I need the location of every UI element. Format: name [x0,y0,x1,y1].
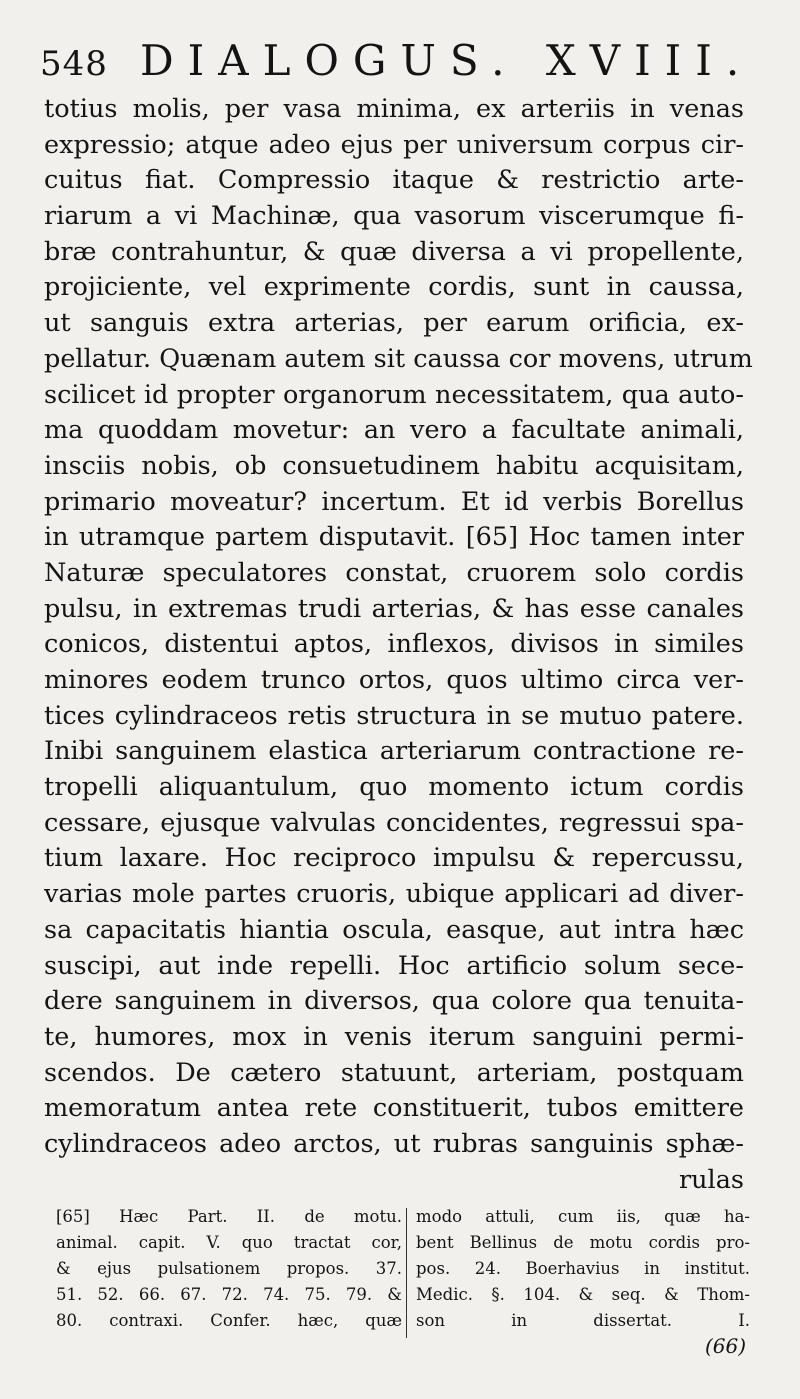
text-line: bræ contrahuntur, & quæ diversa a vi propellente, [44,236,744,267]
running-head: DIALOGUS. XVIII. [140,36,754,85]
text-line: tropelli aliquantulum, quo momento ictum cordis [44,772,744,803]
text-line: pellatur. Quænam autem sit caussa cor movens, utrum [44,343,753,374]
footnote-left-column [56,1204,402,1334]
footnote-line: & ejus pulsationem propos. 37. [56,1259,402,1278]
signature-mark: (66) [704,1334,746,1358]
page-number: 548 [40,44,108,84]
footnote-line: [65] Hæc Part. II. de motu. [56,1207,402,1226]
text-line: te, humores, mox in venis iterum sanguini permi- [44,1021,744,1052]
text-line: tices cylindraceos retis structura in se mutuo patere. [44,700,744,731]
text-line: expressio; atque adeo ejus per universum corpus cir- [44,129,744,160]
text-line: pulsu, in extremas trudi arterias, & has esse canales [44,593,744,624]
text-line: cylindraceos adeo arctos, ut rubras sanguinis sphæ- [44,1128,744,1159]
footnotes [56,1204,756,1344]
text-line: memoratum antea rete constituerit, tubos emittere [44,1093,744,1124]
text-line: scilicet id propter organorum necessitatem, qua auto- [44,379,744,410]
footnote-line: modo attuli, cum iis, quæ ha- [416,1207,750,1226]
footnote-line: Medic. §. 104. & seq. & Thom- [416,1285,750,1304]
text-line: primario moveatur? incertum. Et id verbis Borellus [44,486,744,517]
text-line-last: rulas [678,1164,744,1195]
text-line: scendos. De cætero statuunt, arteriam, postquam [44,1057,744,1088]
text-line: tium laxare. Hoc reciproco impulsu & repercussu, [44,843,744,874]
text-line: projiciente, vel exprimente cordis, sunt in caussa, [44,272,744,303]
footnote-line: bent Bellinus de motu cordis pro- [416,1233,750,1252]
text-line: in utramque partem disputavit. [65] Hoc tamen inter [44,522,744,553]
page-header [40,36,754,100]
text-line: minores eodem trunco ortos, quos ultimo circa ver- [44,665,744,695]
text-line: suscipi, aut inde repelli. Hoc artificio solum sece- [44,950,744,981]
footnote-line: pos. 24. Boerhavius in institut. [416,1259,750,1278]
footnote-line: 51. 52. 66. 67. 72. 74. 75. 79. & [56,1285,402,1304]
footnote-right-column [416,1204,750,1334]
text-line: cuitus fiat. Compressio itaque & restrictio arte- [44,165,744,196]
text-line: riarum a vi Machinæ, qua vasorum viscerumque fi- [44,201,744,232]
text-line: Naturæ speculatores constat, cruorem solo cordis [44,557,744,588]
text-line: conicos, distentui aptos, inflexos, divisos in similes [44,629,744,660]
text-line: totius molis, per vasa minima, ex arteriis in venas [44,94,744,124]
footnote-line: 80. contraxi. Confer. hæc, quæ [56,1311,402,1330]
text-line: ut sanguis extra arterias, per earum orificia, ex- [44,308,744,339]
text-line: ma quoddam movetur: an vero a facultate animali, [44,415,744,446]
footnote-line: son in dissertat. I. [416,1311,750,1330]
text-line: cessare, ejusque valvulas concidentes, regressui spa- [44,807,744,838]
text-line: dere sanguinem in diversos, qua colore qua tenuita- [44,986,744,1017]
text-line: varias mole partes cruoris, ubique applicari ad diver- [44,879,744,910]
text-line: sa capacitatis hiantia oscula, easque, aut intra hæc [44,914,744,945]
footnote-line: animal. capit. V. quo tractat cor, [56,1233,402,1252]
text-line: insciis nobis, ob consuetudinem habitu acquisitam, [44,450,744,481]
main-text [44,92,753,1198]
text-line: Inibi sanguinem elastica arteriarum contractione re- [44,736,744,767]
column-divider [406,1208,407,1338]
